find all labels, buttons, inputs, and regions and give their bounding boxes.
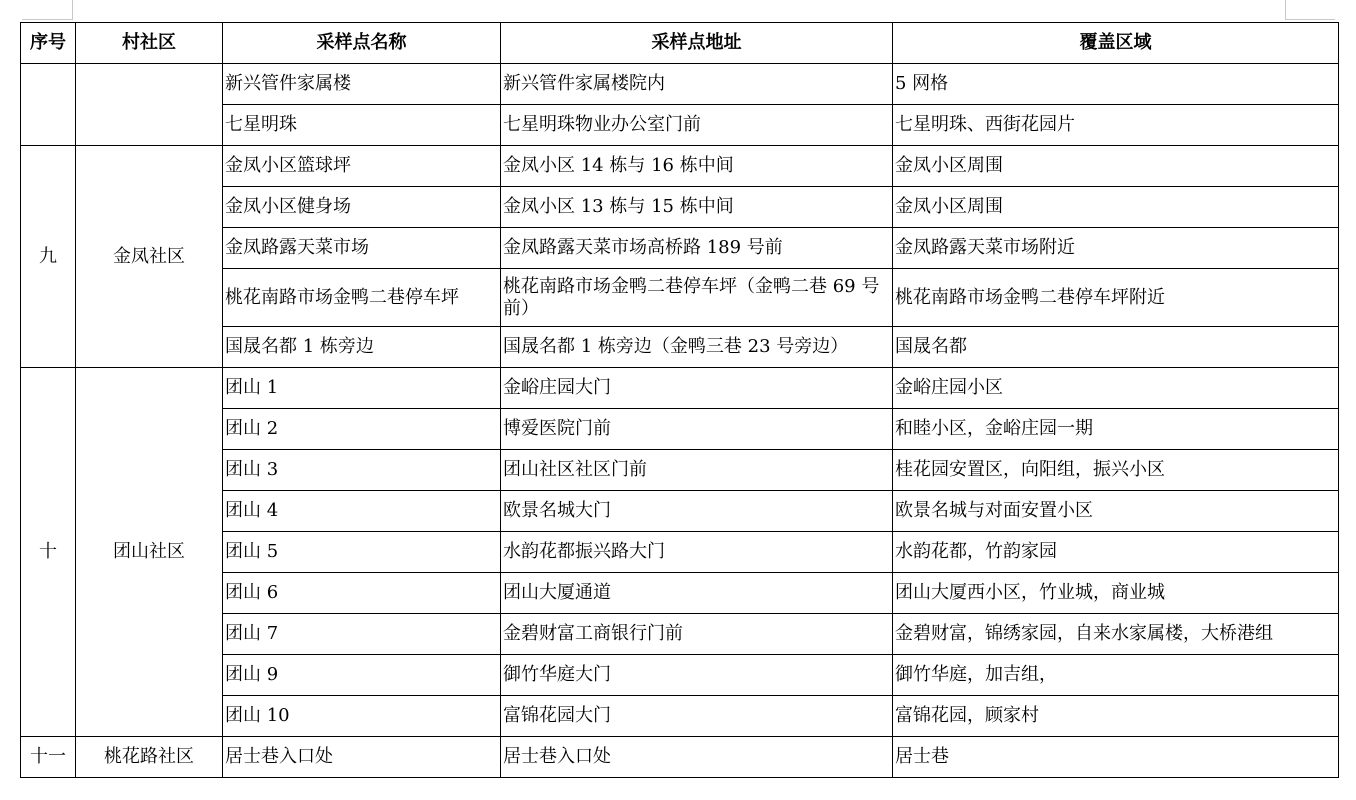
- index-cell: 十: [21, 368, 76, 737]
- coverage-cell: 金凤小区周围: [893, 187, 1339, 228]
- coverage-cell: 金凤小区周围: [893, 146, 1339, 187]
- site-name-cell: 团山 1: [223, 368, 501, 409]
- address-cell: 金碧财富工商银行门前: [501, 614, 893, 655]
- site-name-cell: 团山 5: [223, 532, 501, 573]
- table-row: [21, 368, 1339, 409]
- header-row: [21, 23, 1339, 64]
- community-cell: 桃花路社区: [76, 737, 223, 778]
- header-community: 村社区: [76, 23, 223, 64]
- site-name-cell: 团山 2: [223, 409, 501, 450]
- coverage-cell: 金峪庄园小区: [893, 368, 1339, 409]
- coverage-cell: 国晟名都: [893, 327, 1339, 368]
- page-corner-mark-right: [1285, 0, 1286, 20]
- site-name-cell: 团山 4: [223, 491, 501, 532]
- site-name-cell: 团山 7: [223, 614, 501, 655]
- sampling-sites-table: [20, 22, 1339, 778]
- coverage-cell: 团山大厦西小区，竹业城，商业城: [893, 573, 1339, 614]
- community-cell: 金凤社区: [76, 146, 223, 368]
- address-cell: 桃花南路市场金鸭二巷停车坪（金鸭二巷 69 号前）: [501, 269, 893, 327]
- address-cell: 七星明珠物业办公室门前: [501, 105, 893, 146]
- address-cell: 富锦花园大门: [501, 696, 893, 737]
- coverage-cell: 金凤路露天菜市场附近: [893, 228, 1339, 269]
- header-address: 采样点地址: [501, 23, 893, 64]
- coverage-cell: 和睦小区，金峪庄园一期: [893, 409, 1339, 450]
- address-cell: 团山社区社区门前: [501, 450, 893, 491]
- address-cell: 欧景名城大门: [501, 491, 893, 532]
- coverage-cell: 水韵花都，竹韵家园: [893, 532, 1339, 573]
- header-site-name: 采样点名称: [223, 23, 501, 64]
- coverage-cell: 桂花园安置区，向阳组，振兴小区: [893, 450, 1339, 491]
- site-name-cell: 新兴管件家属楼: [223, 64, 501, 105]
- community-cell: [76, 64, 223, 146]
- site-name-cell: 团山 3: [223, 450, 501, 491]
- index-cell: [21, 64, 76, 146]
- community-cell: 团山社区: [76, 368, 223, 737]
- site-name-cell: 金凤路露天菜市场: [223, 228, 501, 269]
- address-cell: 金凤路露天菜市场高桥路 189 号前: [501, 228, 893, 269]
- site-name-cell: 团山 10: [223, 696, 501, 737]
- site-name-cell: 七星明珠: [223, 105, 501, 146]
- coverage-cell: 七星明珠、西街花园片: [893, 105, 1339, 146]
- address-cell: 团山大厦通道: [501, 573, 893, 614]
- table-row: [21, 146, 1339, 187]
- address-cell: 金凤小区 14 栋与 16 栋中间: [501, 146, 893, 187]
- address-cell: 博爱医院门前: [501, 409, 893, 450]
- page-corner-line-right: [1285, 19, 1335, 20]
- coverage-cell: 金碧财富，锦绣家园，自来水家属楼，大桥港组: [893, 614, 1339, 655]
- index-cell: 九: [21, 146, 76, 368]
- address-cell: 水韵花都振兴路大门: [501, 532, 893, 573]
- site-name-cell: 团山 6: [223, 573, 501, 614]
- address-cell: 国晟名都 1 栋旁边（金鸭三巷 23 号旁边）: [501, 327, 893, 368]
- address-cell: 御竹华庭大门: [501, 655, 893, 696]
- table-row: [21, 64, 1339, 105]
- coverage-cell: 居士巷: [893, 737, 1339, 778]
- site-name-cell: 金凤小区健身场: [223, 187, 501, 228]
- site-name-cell: 金凤小区篮球坪: [223, 146, 501, 187]
- site-name-cell: 团山 9: [223, 655, 501, 696]
- coverage-cell: 5 网格: [893, 64, 1339, 105]
- site-name-cell: 居士巷入口处: [223, 737, 501, 778]
- coverage-cell: 桃花南路市场金鸭二巷停车坪附近: [893, 269, 1339, 327]
- page-corner-line-left: [22, 19, 73, 20]
- site-name-cell: 国晟名都 1 栋旁边: [223, 327, 501, 368]
- coverage-cell: 御竹华庭，加吉组，: [893, 655, 1339, 696]
- address-cell: 金峪庄园大门: [501, 368, 893, 409]
- index-cell: 十一: [21, 737, 76, 778]
- coverage-cell: 富锦花园，顾家村: [893, 696, 1339, 737]
- address-cell: 金凤小区 13 栋与 15 栋中间: [501, 187, 893, 228]
- site-name-cell: 桃花南路市场金鸭二巷停车坪: [223, 269, 501, 327]
- address-cell: 新兴管件家属楼院内: [501, 64, 893, 105]
- table-row: [21, 737, 1339, 778]
- address-cell: 居士巷入口处: [501, 737, 893, 778]
- header-coverage: 覆盖区域: [893, 23, 1339, 64]
- header-index: 序号: [21, 23, 76, 64]
- coverage-cell: 欧景名城与对面安置小区: [893, 491, 1339, 532]
- page-corner-mark-left: [72, 0, 73, 20]
